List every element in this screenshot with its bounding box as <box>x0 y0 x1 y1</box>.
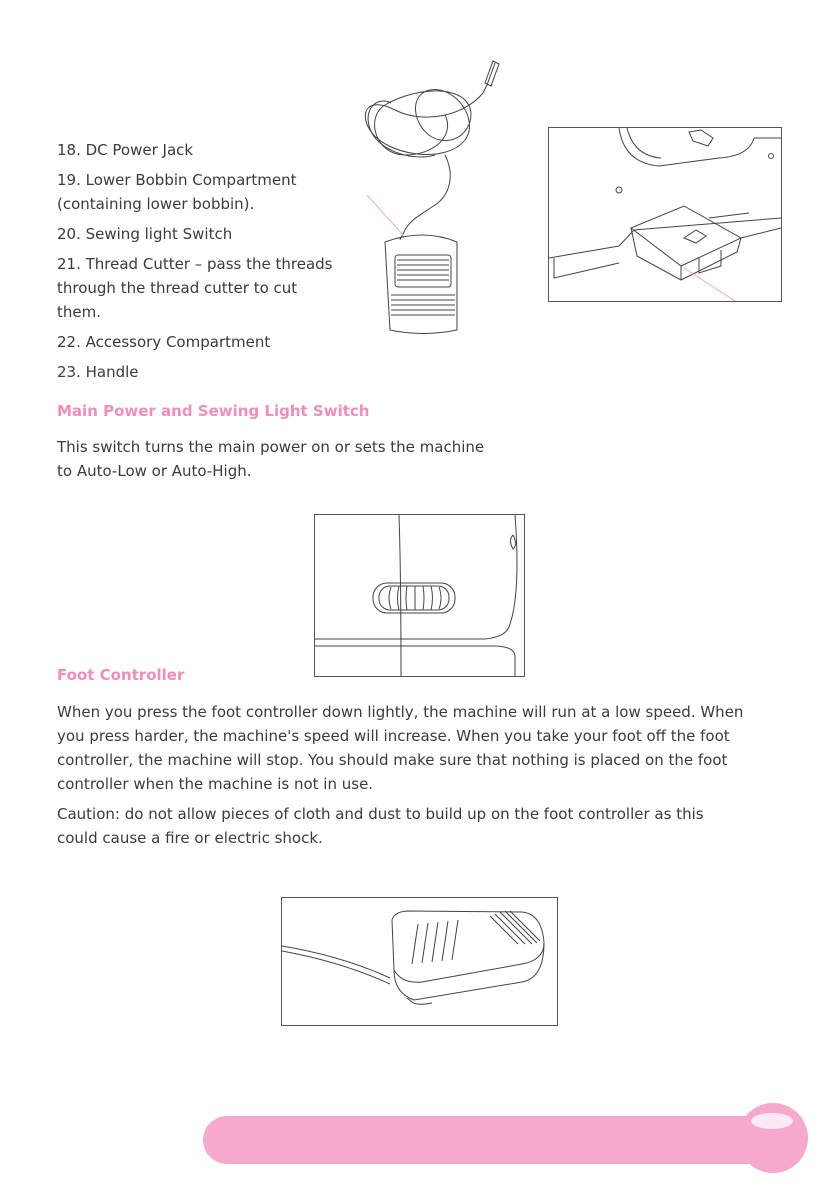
foot-pedal-illustration <box>281 897 558 1026</box>
parts-list-item: 21. Thread Cutter – pass the threads through the thread cutter to cut them. <box>57 255 333 321</box>
section-heading-foot: Foot Controller <box>57 666 185 684</box>
accessory-compartment-illustration <box>548 127 782 302</box>
section-heading-power: Main Power and Sewing Light Switch <box>57 402 370 420</box>
foot-controller-caution: Caution: do not allow pieces of cloth and dust to build up on the foot controller as this could cause a fire or electric shock. <box>57 805 704 847</box>
parts-list-item: 22. Accessory Compartment <box>57 333 271 351</box>
page-number-badge <box>738 1103 808 1173</box>
foot-controller-description: When you press the foot controller down lightly, the machine will run at a low speed. When you press harder, the machine's speed will increase. When you take your foot off the foot controller, the machine will stop. You should make sure that nothing is placed on the foot controller when the machine is not in use. <box>57 703 744 793</box>
parts-list-item: 19. Lower Bobbin Compartment (containing lower bobbin). <box>57 171 297 213</box>
foot-controller-cord-illustration <box>355 55 505 345</box>
power-description: This switch turns the main power on or sets the machine to Auto-Low or Auto-High. <box>57 438 485 480</box>
parts-list <box>57 138 357 390</box>
parts-list-item: 20. Sewing light Switch <box>57 225 233 243</box>
footer-bar <box>203 1116 803 1164</box>
parts-list-item: 23. Handle <box>57 363 139 381</box>
power-switch-illustration <box>314 514 525 677</box>
parts-list-item: 18. DC Power Jack <box>57 141 194 159</box>
badge-highlight <box>751 1113 793 1129</box>
